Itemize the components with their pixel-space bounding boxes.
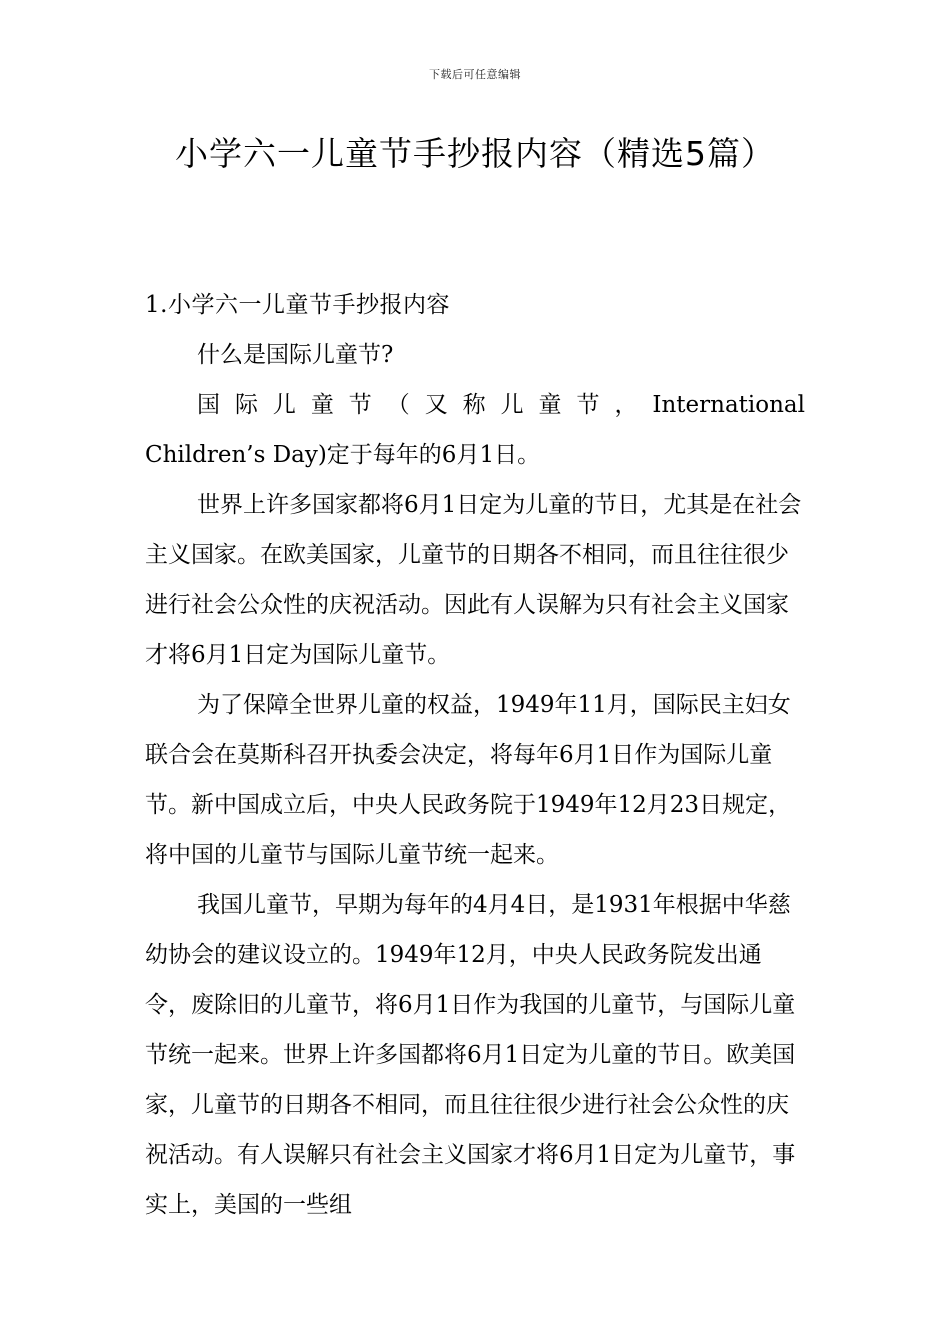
paragraph: 我国儿童节，早期为每年的4月4日，是1931年根据中华慈幼协会的建议设立的。1949年12月，中央人民政务院发出通令，废除旧的儿童节，将6月1日作为我国的儿童节，与国际儿童节统一起来。世界上许多国都将6月1日定为儿童的节日。欧美国家，儿童节的日期各不相同，而且往往很少进行社会公众性的庆祝活动。有人误解只有社会主义国家才将6月1日定为儿童节，事实上，美国的一些组: [145, 892, 796, 1218]
definition-line-1: [145, 380, 805, 430]
definition-line-1-cn: 国际儿童节（又称儿童节，: [197, 392, 653, 418]
definition-line-2: Children’s Day)定于每年的6月1日。: [145, 442, 541, 468]
paragraph: 为了保障全世界儿童的权益，1949年11月，国际民主妇女联合会在莫斯科召开执委会决定，将每年6月1日作为国际儿童节。新中国成立后，中央人民政务院于1949年12月23日规定，将中国的儿童节与国际儿童节统一起来。: [145, 692, 792, 868]
section-heading: 1.小学六一儿童节手抄报内容: [145, 292, 450, 318]
header-note: 下载后可任意编辑: [429, 68, 521, 81]
paragraph: 世界上许多国家都将6月1日定为儿童的节日，尤其是在社会主义国家。在欧美国家，儿童节的日期各不相同，而且往往很少进行社会公众性的庆祝活动。因此有人误解为只有社会主义国家才将6月1日定为国际儿童节。: [145, 492, 802, 668]
document-title: 小学六一儿童节手抄报内容（精选5篇）: [175, 134, 775, 173]
question-line: 什么是国际儿童节?: [197, 342, 394, 368]
document-body: [145, 280, 805, 1230]
definition-line-1-en: International: [652, 392, 805, 418]
